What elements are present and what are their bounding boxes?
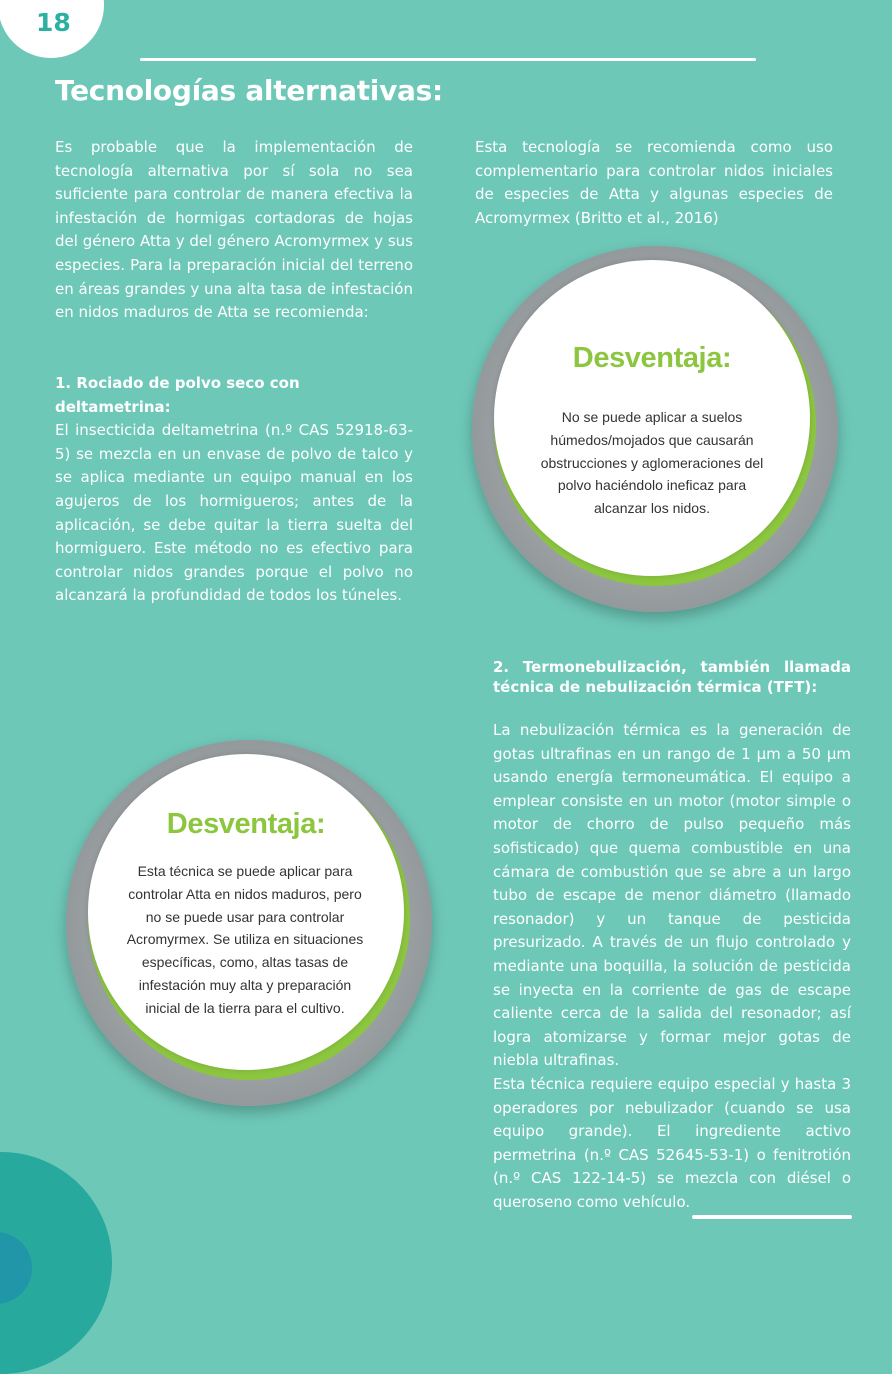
step2-heading: 2. Termonebulización, también llamada técnica de nebulización térmica (TFT): bbox=[493, 658, 851, 696]
callout-top bbox=[472, 246, 838, 612]
step2-body-1: La nebulización térmica es la generación de gotas ultrafinas en un rango de 1 µm a 50 µm usando energía termoneumática. El equipo a emplear consiste en un motor (motor simple o motor de chorro de pulso pequeño más sofisticado) que quema combustible en una cámara de combustión que se abre a un largo tubo de escape de menor diámetro (llamado resonador) y un tanque de pesticida presurizado. A través de un flujo controlado y mediante una boquilla, la solución de pesticida se inyecta en la corriente de gas de escape caliente cerca de la salida del resonador; así logra atomizarse y formar mejor gotas de niebla ultrafinas. bbox=[493, 721, 851, 1070]
step2-heading-block bbox=[493, 657, 851, 697]
bottom-divider bbox=[692, 1215, 852, 1219]
page-number: 18 bbox=[36, 8, 71, 37]
step2-body-block bbox=[493, 719, 851, 1214]
callout-top-heading: Desventaja: bbox=[572, 342, 732, 374]
right-intro-text: Esta tecnología se recomienda como uso complementario para controlar nidos iniciales de especies de Atta y algunas especies de Acromyrmex (Britto et al., 2016) bbox=[475, 138, 833, 227]
step1-body: El insecticida deltametrina (n.º CAS 52918-63-5) se mezcla en un envase de polvo de talco y se aplica mediante un equipo manual en los agujeros de los hormigueros; antes de la aplicación, se debe quitar la tierra suelta del hormiguero. Este método no es efectivo para controlar nidos grandes porque el polvo no alcanzará la profundidad de todos los túneles. bbox=[55, 421, 413, 605]
step1-section bbox=[55, 372, 413, 608]
step2-body-2: Esta técnica requiere equipo especial y hasta 3 operadores por nebulizador (cuando se usa equipo grande). El ingrediente activo permetrina (n.º CAS 52645-53-1) o fenitrotión (n.º CAS 122-14-5) se mezcla con diésel o queroseno como vehículo. bbox=[493, 1074, 851, 1211]
step1-heading: 1. Rociado de polvo seco con deltametrina: bbox=[55, 374, 300, 416]
callout-bottom-text: Esta técnica se puede aplicar para controlar Atta en nidos maduros, pero no se puede usar para controlar Acromyrmex. Se utiliza en situaciones específicas, como, altas tasas de infestación muy alta y preparación inicial de la tierra para el cultivo. bbox=[126, 863, 364, 1016]
callout-bottom-disc bbox=[88, 754, 404, 1070]
page-title: Tecnologías alternativas: bbox=[55, 74, 443, 107]
callout-top-text: No se puede aplicar a suelos húmedos/mojados que causarán obstrucciones y aglomeraciones del polvo haciéndolo ineficaz para alcanzar los nidos. bbox=[540, 409, 764, 517]
right-intro-paragraph bbox=[475, 136, 833, 230]
callout-bottom-heading: Desventaja: bbox=[166, 808, 326, 840]
left-intro-paragraph bbox=[55, 136, 413, 325]
callout-bottom bbox=[66, 740, 432, 1106]
callout-top-disc bbox=[494, 260, 810, 576]
left-intro-text: Es probable que la implementación de tecnología alternativa por sí sola no sea suficiente para controlar de manera efectiva la infestación de hormigas cortadoras de hojas del género Atta y del género Acromyrmex y sus especies. Para la preparación inicial del terreno en áreas grandes y una alta tasa de infestación en nidos maduros de Atta se recomienda: bbox=[55, 138, 413, 322]
top-divider bbox=[140, 58, 756, 61]
